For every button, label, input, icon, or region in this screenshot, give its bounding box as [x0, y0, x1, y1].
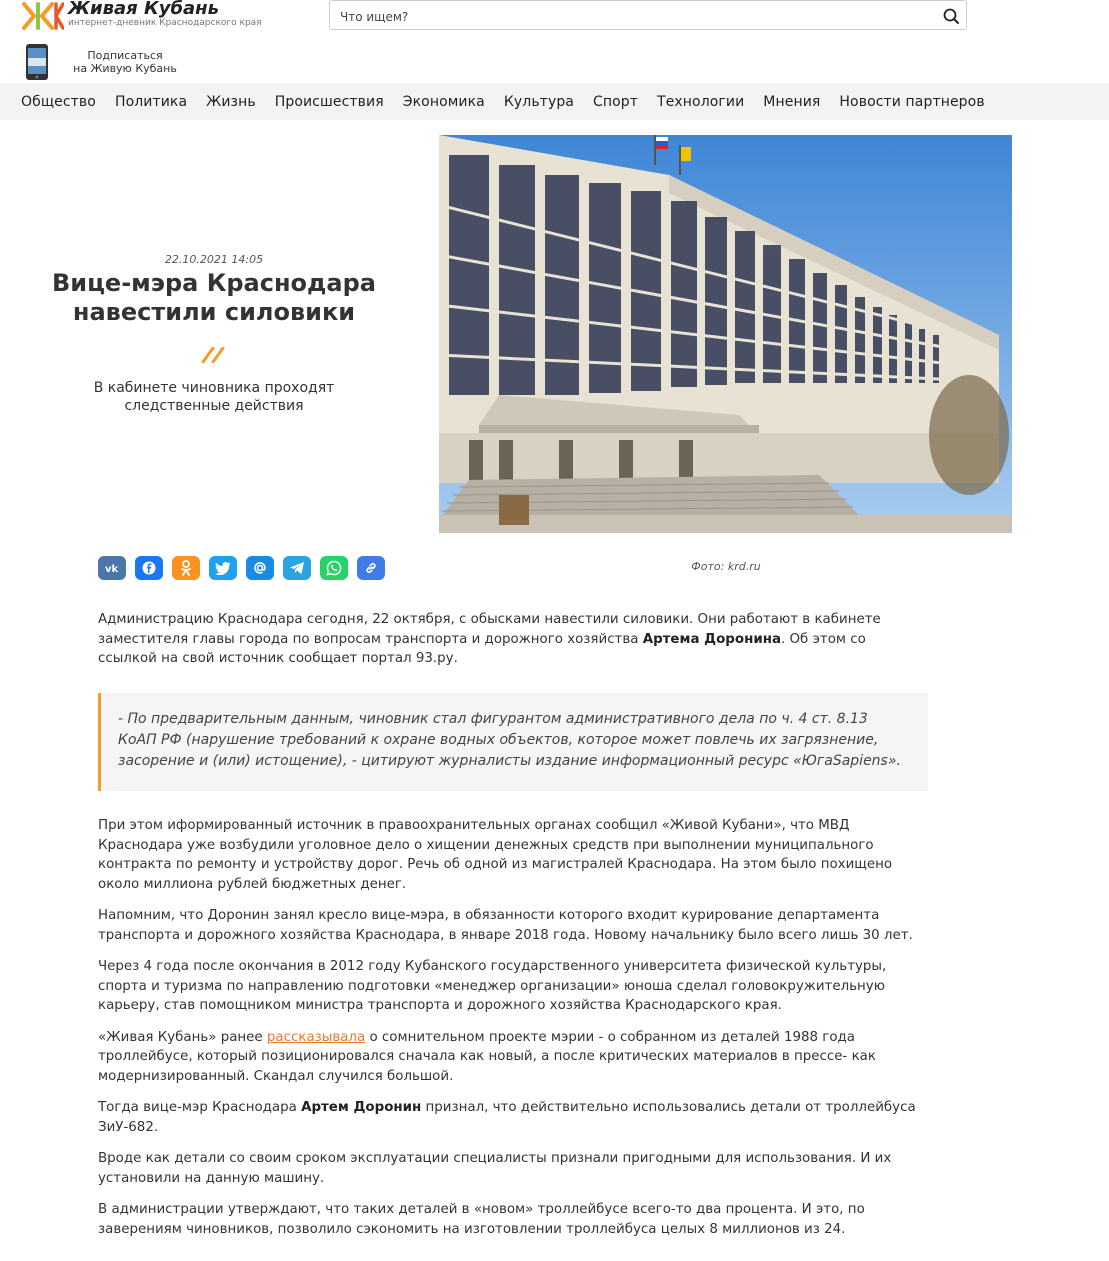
article-body [98, 610, 928, 669]
p6-text-c: признал, что действительно использовались детали от троллейбуса ЗиУ-682. [98, 1100, 916, 1135]
share-facebook-button[interactable] [135, 556, 163, 580]
whatsapp-icon [326, 560, 342, 576]
p6-text-a: Тогда вице-мэр Краснодара [98, 1100, 302, 1115]
phone-icon [22, 44, 52, 80]
title-line2: навестили силовики [72, 298, 356, 326]
subscribe-line1: Подписаться [87, 49, 163, 62]
subscribe-label [70, 49, 180, 75]
nav-item-sport[interactable]: Спорт [593, 93, 639, 110]
nav-item-technology[interactable]: Технологии [657, 93, 745, 110]
nav-item-partners[interactable]: Новости партнеров [839, 93, 985, 110]
mail-icon [253, 561, 267, 575]
twitter-icon [215, 562, 231, 575]
blockquote [98, 693, 928, 791]
photo-caption: Фото: krd.ru [691, 560, 761, 573]
story-link[interactable]: рассказывала [266, 1029, 366, 1045]
p5-text-a: «Живая Кубань» ранее [98, 1029, 267, 1045]
share-twitter-button[interactable] [209, 556, 237, 580]
article-paragraph-2: При этом иформированный источник в правоохранительных органах сообщил «Живой Кубани», что МВД Краснодара уже возбудили уголовное дело о хищении денежных средств при выполнении муниципального контракта по ремонту и устройству дорог. Речь об одной из магистралей Краснодара. На этом было похищено около миллиона рублей бюджетных денег. [98, 818, 893, 892]
search-box [329, 0, 967, 30]
share-copy-link-button[interactable] [357, 556, 385, 580]
share-telegram-button[interactable] [283, 556, 311, 580]
main-nav [0, 83, 1109, 120]
nav-item-incidents[interactable]: Происшествия [274, 93, 384, 110]
article-lead: В кабинете чиновника проходят следственные действия [93, 380, 335, 414]
article-paragraph-5 [98, 1028, 928, 1087]
p1-name-bold: Артема Доронина [642, 631, 781, 647]
svg-text:vk: vk [105, 564, 119, 574]
nav-item-politics[interactable]: Политика [114, 93, 188, 110]
share-mail-button[interactable] [246, 556, 274, 580]
article-paragraph-4: Через 4 года после окончания в 2012 году Кубанского государственного университета физической культуры, спорта и туризма по направлению подготовки «менеджер организации» юноша сделал головокружительную карьеру, став помощником министра транспорта и дорожного хозяйства Краснодарского края. [98, 959, 887, 1013]
search-icon[interactable] [942, 7, 960, 25]
article-body-continued [98, 816, 928, 1239]
quote-text: - По предварительным данным, чиновник стал фигурантом административного дела по ч. 4 ст. 8.13 КоАП РФ (нарушение требований к охране водных объектов, которое может повлечь их загрязнение, засорение и (или) истощение), - цитируют журналисты издание информационный ресурс «ЮгаSapiens». [118, 711, 901, 769]
nav-item-life[interactable]: Жизнь [206, 93, 256, 110]
article-paragraph-7: Вроде как детали со своим сроком эксплуатации специалисты признали пригодными для использования. И их установили на данную машину. [98, 1151, 892, 1186]
nav-item-economy[interactable]: Экономика [402, 93, 485, 110]
p6-name-bold: Артем Доронин [301, 1100, 422, 1115]
logo-title: Живая Кубань [68, 0, 219, 19]
divider-slashes-icon [201, 347, 227, 363]
p5-text-b: о сомнительном проекте мэрии - о собранном из деталей 1988 года троллейбусе, который позиционировался сначала как новый, а после критических материалов в прессе- как модернизированный. Скандал случился большой. [98, 1029, 876, 1084]
facebook-icon [142, 561, 156, 575]
logo-mark-icon [22, 2, 64, 30]
site-header [0, 0, 1109, 82]
share-whatsapp-button[interactable] [320, 556, 348, 580]
odnoklassniki-icon [180, 560, 192, 576]
title-line1: Вице-мэра Краснодара [52, 269, 376, 297]
article-header [30, 135, 398, 533]
building-photo [439, 135, 1012, 533]
article-paragraph-6 [98, 1098, 928, 1137]
copy-link-icon [364, 561, 378, 575]
article-paragraph-3: Напомним, что Доронин занял кресло вице-мэра, в обязанности которого входит курирование департамента транспорта и дорожного хозяйства Краснодара, в январе 2018 года. Новому начальнику было всего лишь 30 лет. [98, 908, 913, 943]
telegram-icon [289, 561, 305, 575]
p1-text-c: . Об этом со ссылкой на свой источник сообщает портал 93.ру. [98, 631, 866, 666]
vk-icon [104, 562, 120, 574]
share-bar [98, 556, 394, 580]
article-paragraph-8: В администрации утверждают, что таких деталей в «новом» троллейбусе всего-то два процента. И это, по заверениям чиновников, позволило сэкономить на изготовлении троллейбуса целых 8 миллионов из 24. [98, 1202, 865, 1237]
p1-text-a: Администрацию Краснодара сегодня, 22 октября, с обысками навестили силовики. Они работают в кабинете заместителя главы города по вопросам транспорта и дорожного хозяйства [98, 612, 881, 647]
subscribe-link[interactable] [22, 44, 182, 80]
logo-subtitle: интернет-дневник Краснодарского края [68, 18, 262, 28]
article-date: 22.10.2021 14:05 [164, 253, 264, 266]
article-photo [439, 135, 1012, 533]
share-vk-button[interactable] [98, 556, 126, 580]
nav-item-opinions[interactable]: Мнения [763, 93, 821, 110]
article-paragraph-1 [98, 610, 928, 669]
nav-item-society[interactable]: Общество [21, 93, 96, 110]
article-title [30, 269, 398, 327]
share-odnoklassniki-button[interactable] [172, 556, 200, 580]
search-input[interactable] [338, 6, 932, 28]
site-logo[interactable] [22, 0, 262, 32]
nav-item-culture[interactable]: Культура [503, 93, 574, 110]
subscribe-line2: на Живую Кубань [73, 62, 177, 75]
